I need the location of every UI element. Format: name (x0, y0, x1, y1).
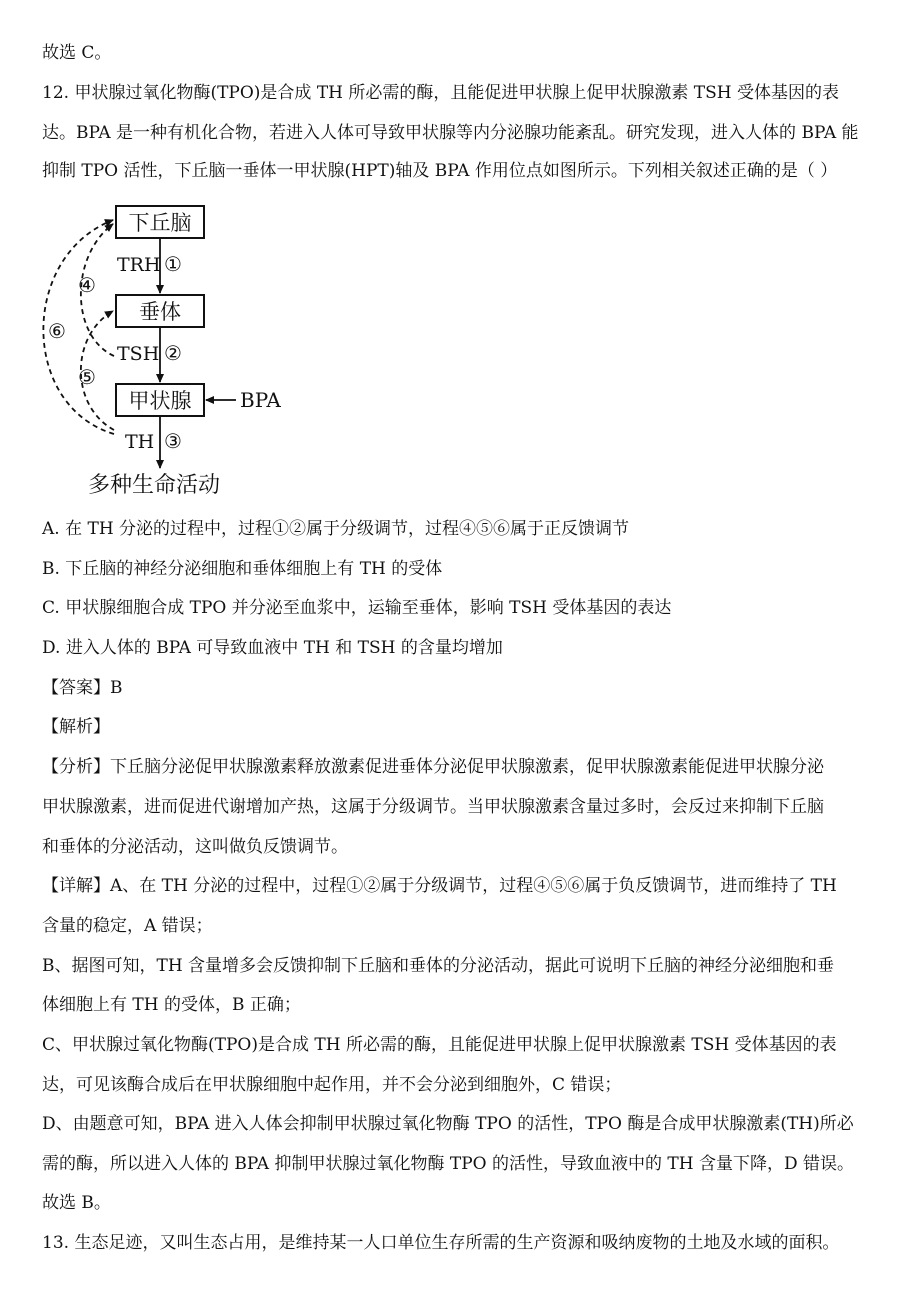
detail-line-1: 【详解】A、在 TH 分泌的过程中，过程①②属于分级调节，过程④⑤⑥属于负反馈调节，进而维持了 TH (42, 876, 837, 896)
question-13-line: 13. 生态足迹，又叫生态占用，是维持某一人口单位生存所需的生产资源和吸纳废物的土地及水域的面积。 (42, 1233, 840, 1253)
detail-line-8: 需的酶，所以进入人体的 BPA 抑制甲状腺过氧化物酶 TPO 的活性，导致血液中的 TH 含量下降，D 错误。 (42, 1154, 854, 1174)
analysis-line-2: 甲状腺激素，进而促进代谢增加产热，这属于分级调节。当甲状腺激素含量过多时，会反过来抑制下丘脑 (42, 797, 824, 817)
question-12-line-3: 抑制 TPO 活性，下丘脑一垂体一甲状腺(HPT)轴及 BPA 作用位点如图所示。下列相关叙述正确的是（ ） (42, 161, 838, 181)
process-3-label: ③ (164, 429, 182, 453)
detail-line-4: 体细胞上有 TH 的受体，B 正确； (42, 995, 301, 1015)
many-life-activities-label: 多种生命活动 (88, 473, 221, 498)
detail-line-7: D、由题意可知，BPA 进入人体会抑制甲状腺过氧化物酶 TPO 的活性，TPO 酶是合成甲状腺激素(TH)所必 (42, 1114, 854, 1134)
process-1-label: ① (164, 252, 182, 276)
answer-line: 【答案】B (42, 678, 123, 698)
analysis-line-1: 【分析】下丘脑分泌促甲状腺激素释放激素促进垂体分泌促甲状腺激素，促甲状腺激素能促进甲状腺分泌 (42, 757, 824, 777)
analysis-line-3: 和垂体的分泌活动，这叫做负反馈调节。 (42, 837, 348, 857)
process-6-label: ⑥ (48, 319, 66, 343)
detail-line-3: B、据图可知，TH 含量增多会反馈抑制下丘脑和垂体的分泌活动，据此可说明下丘脑的神经分泌细胞和垂 (42, 956, 835, 976)
option-b: B. 下丘脑的神经分泌细胞和垂体细胞上有 TH 的受体 (42, 559, 443, 579)
detail-line-6: 达，可见该酶合成后在甲状腺细胞中起作用，并不会分泌到细胞外，C 错误； (42, 1075, 622, 1095)
hpt-axis-diagram (0, 196, 320, 506)
tsh-label: TSH (117, 343, 160, 365)
option-a: A. 在 TH 分泌的过程中，过程①②属于分级调节，过程④⑤⑥属于正反馈调节 (42, 519, 630, 539)
detail-line-5: C、甲状腺过氧化物酶(TPO)是合成 TH 所必需的酶，且能促进甲状腺上促甲状腺激素 TSH 受体基因的表 (42, 1035, 837, 1055)
process-4-label: ④ (78, 273, 96, 297)
bpa-label: BPA (240, 388, 281, 412)
process-5-label: ⑤ (78, 365, 96, 389)
pituitary-label: 垂体 (139, 300, 181, 324)
question-12-line-1: 12. 甲状腺过氧化物酶(TPO)是合成 TH 所必需的酶，且能促进甲状腺上促甲状腺激素 TSH 受体基因的表 (42, 83, 840, 103)
thyroid-label: 甲状腺 (128, 389, 192, 413)
detail-line-2: 含量的稳定，A 错误； (42, 916, 213, 936)
trh-label: TRH (117, 254, 161, 276)
question-12-line-2: 达。BPA 是一种有机化合物，若进入人体可导致甲状腺等内分泌腺功能紊乱。研究发现，进入人体的 BPA 能 (42, 123, 859, 143)
th-label: TH (125, 431, 155, 453)
detail-line-9: 故选 B。 (42, 1193, 111, 1213)
process-2-label: ② (164, 341, 182, 365)
hypothalamus-label: 下丘脑 (128, 211, 192, 235)
text-line: 故选 C。 (42, 43, 112, 63)
option-c: C. 甲状腺细胞合成 TPO 并分泌至血浆中，运输至垂体，影响 TSH 受体基因的表达 (42, 598, 672, 618)
analysis-heading: 【解析】 (42, 717, 110, 737)
option-d: D. 进入人体的 BPA 可导致血液中 TH 和 TSH 的含量均增加 (42, 638, 503, 658)
